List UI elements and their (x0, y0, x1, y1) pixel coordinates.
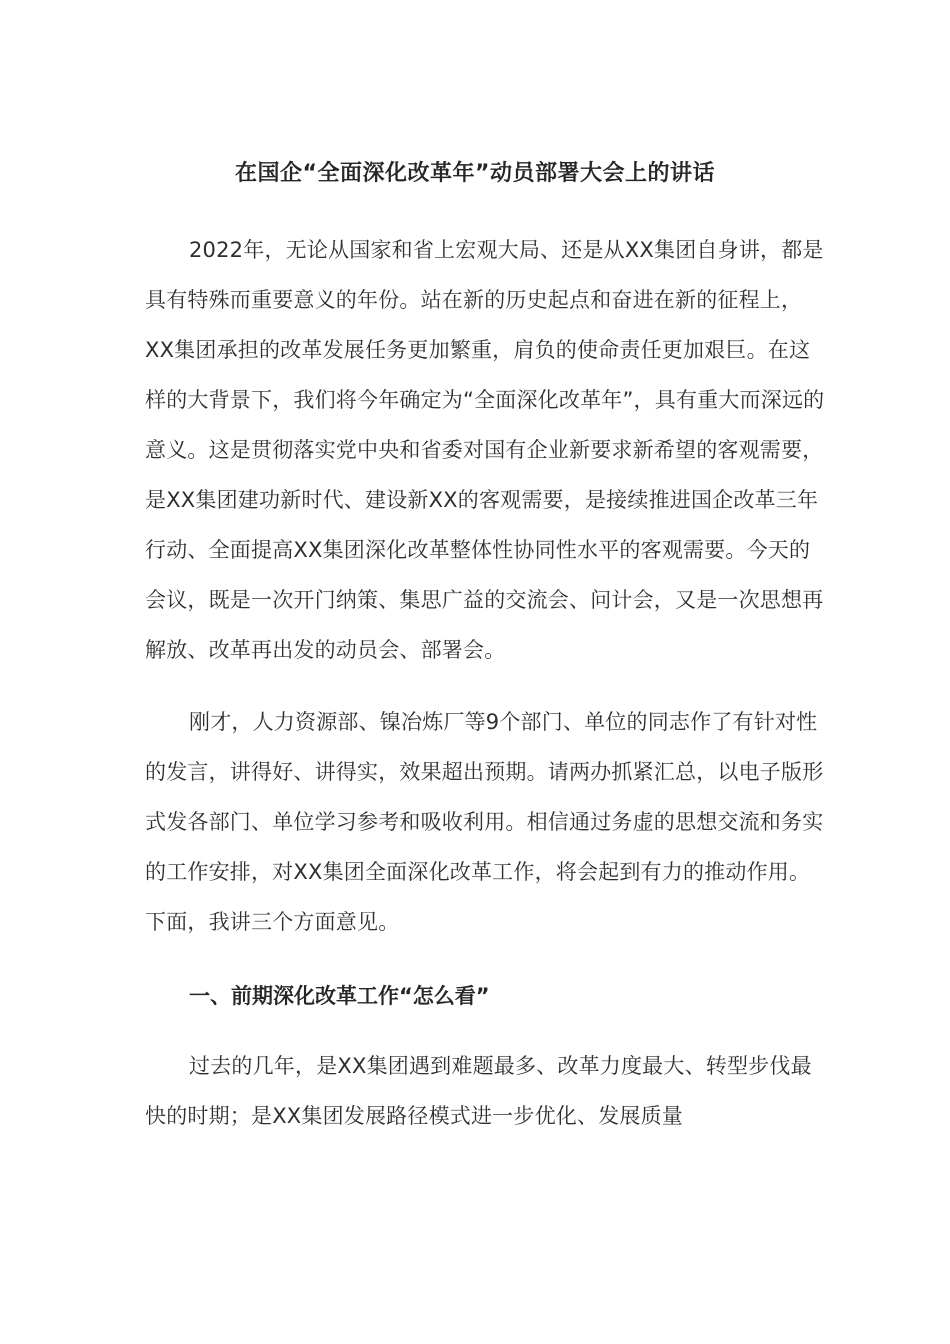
document-title: 在国企“全面深化改革年”动员部署大会上的讲话 (235, 161, 715, 186)
document-body (145, 225, 825, 1141)
paragraph-2: 刚才，人力资源部、镍冶炼厂等9个部门、单位的同志作了有针对性的发言，讲得好、讲得实，效果超出预期。请两办抓紧汇总，以电子版形式发各部门、单位学习参考和吸收利用。相信通过务虚的思想交流和务实的工作安排，对XX集团全面深化改革工作，将会起到有力的推动作用。下面，我讲三个方面意见。 (145, 710, 824, 934)
section-paragraph-1: 过去的几年，是XX集团遇到难题最多、改革力度最大、转型步伐最快的时期；是XX集团发展路径模式进一步优化、发展质量 (145, 1054, 812, 1128)
paragraph-1: 2022年，无论从国家和省上宏观大局、还是从XX集团自身讲，都是具有特殊而重要意义的年份。站在新的历史起点和奋进在新的征程上，XX集团承担的改革发展任务更加繁重，肩负的使命责任更加艰巨。在这样的大背景下，我们将今年确定为“全面深化改革年”，具有重大而深远的意义。这是贯彻落实党中央和省委对国有企业新要求新希望的客观需要，是XX集团建功新时代、建设新XX的客观需要，是接续推进国企改革三年行动、全面提高XX集团深化改革整体性协同性水平的客观需要。今天的会议，既是一次开门纳策、集思广益的交流会、问计会，又是一次思想再解放、改革再出发的动员会、部署会。 (145, 238, 825, 662)
section-heading-1: 一、前期深化改革工作“怎么看” (189, 984, 490, 1008)
